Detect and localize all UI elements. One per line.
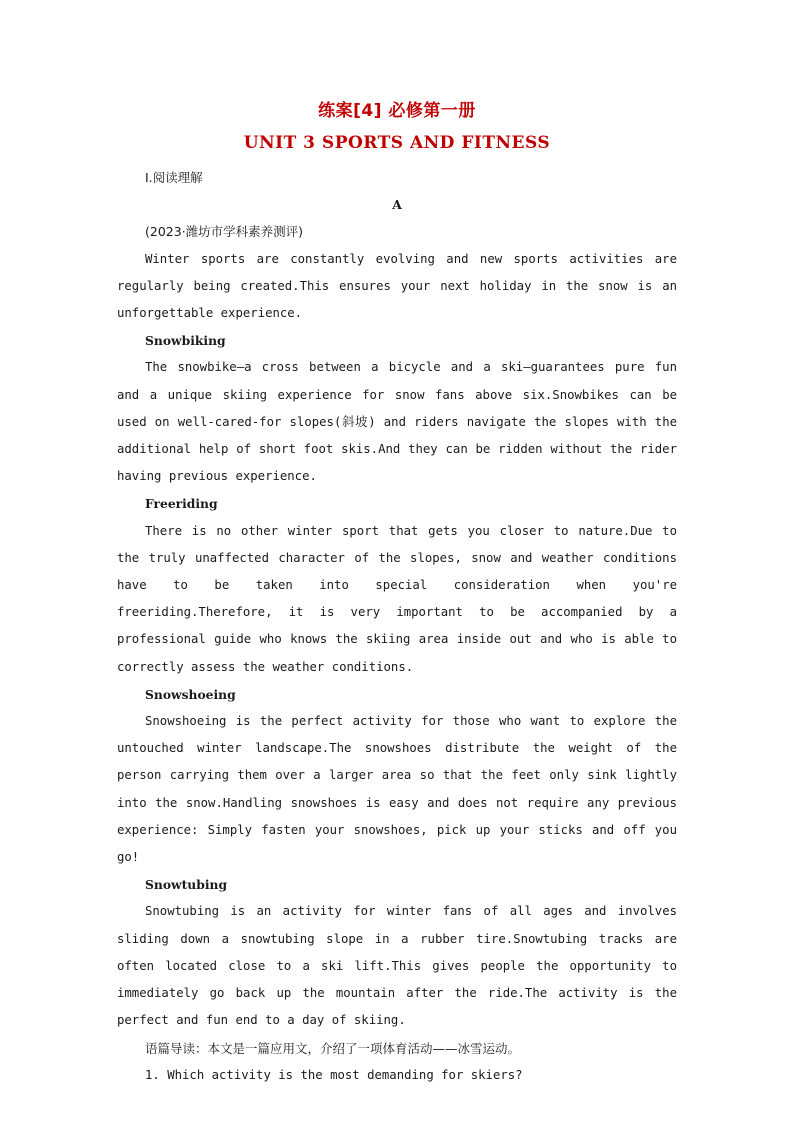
worksheet-title: 练案[4] 必修第一册 — [318, 101, 476, 121]
passage-intro: Winter sports are constantly evolving and new sports activities are regularly being created.This ensures your next holiday in the snow is an unforgettable experience. — [117, 251, 677, 321]
passage-source: (2023·潍坊市学科素养测评) — [145, 224, 304, 240]
section-heading-snowtubing: Snowtubing — [145, 877, 228, 893]
section-heading-snowshoeing: Snowshoeing — [145, 686, 236, 702]
section-heading-freeriding: Freeriding — [145, 496, 218, 512]
section-body-snowshoeing: Snowshoeing is the perfect activity for those who want to explore the untouched winter landscape.The snowshoes distribute the weight of the person carrying them over a larger area so that the feet only sink lightly into the snow.Handling snowshoes is easy and does not require any previous experience: Simply fasten your snowshoes, pick up your sticks and off you go! — [117, 714, 677, 865]
section-body-freeriding: There is no other winter sport that gets you closer to nature.Due to the truly unaffected character of the slopes, snow and weather conditions have to be taken into special consideration when you're freeriding.Therefore, it is very important to be accompanied by a professional guide who knows the skiing area inside out and who is able to correctly assess the weather conditions. — [117, 523, 677, 674]
passage-guide: 语篇导读：本文是一篇应用文，介绍了一项体育活动——冰雪运动。 — [145, 1040, 521, 1056]
section-body-snowtubing: Snowtubing is an activity for winter fans of all ages and involves sliding down a snowtubing slope in a rubber tire.Snowtubing tracks are often located close to a ski lift.This gives people the opportunity to immediately go back up the mountain after the ride.The activity is the perfect and fun end to a day of skiing. — [117, 904, 677, 1028]
passage-letter: A — [392, 197, 402, 213]
section-heading-snowbiking: Snowbiking — [145, 333, 226, 349]
document-body — [117, 164, 677, 1089]
unit-title: UNIT 3 SPORTS AND FITNESS — [243, 133, 551, 153]
section-label: Ⅰ.阅读理解 — [145, 170, 203, 185]
question-1: 1. Which activity is the most demanding for skiers? — [145, 1067, 523, 1082]
section-body-snowbiking: The snowbike—a cross between a bicycle and a ski—guarantees pure fun and a unique skiing experience for snow fans above six.Snowbikes can be used on well-cared-for slopes(斜坡) and riders navigate the slopes with the additional help of short foot skis.And they can be ridden without the rider having previous experience. — [117, 360, 677, 484]
